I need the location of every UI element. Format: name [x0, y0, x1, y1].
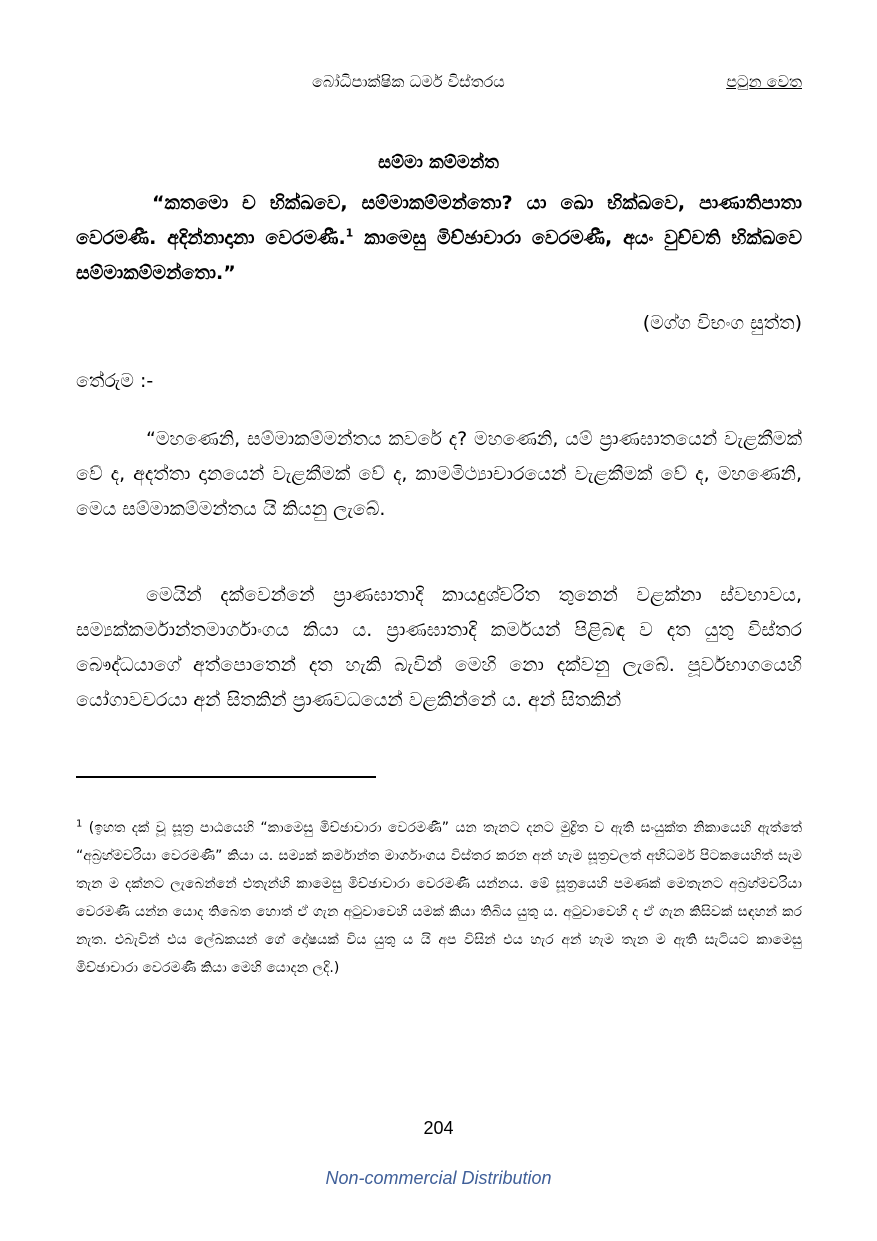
distribution-notice: Non-commercial Distribution	[325, 1168, 552, 1188]
footnote-text: (ඉහත දක් වූ සූත්‍ර පාඨයෙහි “කාමෙසු මිච්ඡාචාරා වෙරමණී” යන තැනට දනට මුද්‍රිත ව ඇති සංයුක්ත නිකායෙහි ඇත්තේ “අබ්‍රහ්මචරියා වෙරමණී” කියා ය. සම්‍යක් කර්මාන්ත මාර්ගාංගය විස්තර කරන අන් හැම සූත්‍රවලත් අභිධර්ම පිටකයෙහිත් සැම තැන ම දක්නට ලැබෙන්නේ එතැන්හි කාමෙසු මිච්ඡාචාරා වෙරමණී යන්නය. මේ සූත්‍රයෙහි පමණක් මෙතැනට අබ්‍රහ්මචරියා වෙරමණී යන්න යොද තිබෙත හොත් ඒ ගැන අටුවාවෙහි යමක් කියා තිබිය යුතු ය. අටුවාවෙහි ද ඒ ගැන කිසිවක් සඳහන් කර නැත. එබැවින් එය ලේඛකයන් ගේ දෝෂයක් විය යුතු ය යි අප විසින් එය හැර අන් හැම තැන ම ඇති සැටියට කාමෙසු මිච්ඡාචාරා වෙරමණී කියා මෙහි යොදන ලදි.)	[76, 820, 802, 976]
running-header	[76, 68, 802, 98]
meaning-label: තේරුම :-	[76, 370, 154, 392]
page-number: 204	[423, 1118, 454, 1138]
footnote-divider	[76, 776, 376, 778]
book-title: බෝධිපාක්ෂික ධර්ම විස්තරය	[312, 72, 505, 91]
footnote-reference[interactable]: 1	[345, 226, 354, 240]
table-of-contents-link[interactable]: පටුන වෙත	[726, 72, 802, 91]
pali-quote-text-2: කාමෙසු මිච්ඡාචාරා වෙරමණී, අයං වුච්චති භික්ඛවෙ සම්මාකම්මන්තො.”	[76, 227, 802, 284]
pali-quote	[76, 186, 802, 291]
source-reference: (මග්ග විභංග සුත්ත)	[642, 312, 802, 334]
footnote-number: 1	[76, 818, 83, 830]
pali-quote-text-1: “කතමො ච භික්ඛවෙ, සම්මාකම්මන්තො? යා ඛො භික්ඛවෙ, පාණාතිපාතා වෙරමණී. අදින්නාදානා වෙරමණී.	[76, 192, 802, 249]
section-title: සම්මා කම්මන්ත	[378, 152, 499, 173]
commentary-paragraph: මෙයින් දක්වෙන්නේ ප්‍රාණඝාතාදි කායදුශ්චරිත තුනෙන් වළක්නා ස්වභාවය, සම්‍යක්කර්මාන්තමාර්ගාංගය කියා ය. ප්‍රාණඝාතාදි කර්මයන් පිළිබඳ ව දත යුතු විස්තර බෞද්ධයාගේ අත්පොතෙන් දත හැකි බැවින් මෙහි නො දක්වනු ලැබේ. පූර්වභාගයෙහි යෝගාවචරයා අන් සිතකින් ප්‍රාණවධයෙන් වළකින්නේ ය. අන් සිතකින්	[76, 584, 802, 711]
footnote	[76, 814, 802, 982]
meaning-quote: “මහණෙනි, සම්මාකම්මන්තය කවරේ ද? මහණෙනි, යම් ප්‍රාණඝාතයෙන් වැළකීමක් වේ ද, අදත්තා දානයෙන් වැළකීමක් වේ ද, කාමමිථ්‍යාචාරයෙන් වැළකීමක් වේ ද, මහණෙනි, මෙය සම්මාකම්මන්තය යි කියනු ලැබේ.	[76, 428, 802, 520]
